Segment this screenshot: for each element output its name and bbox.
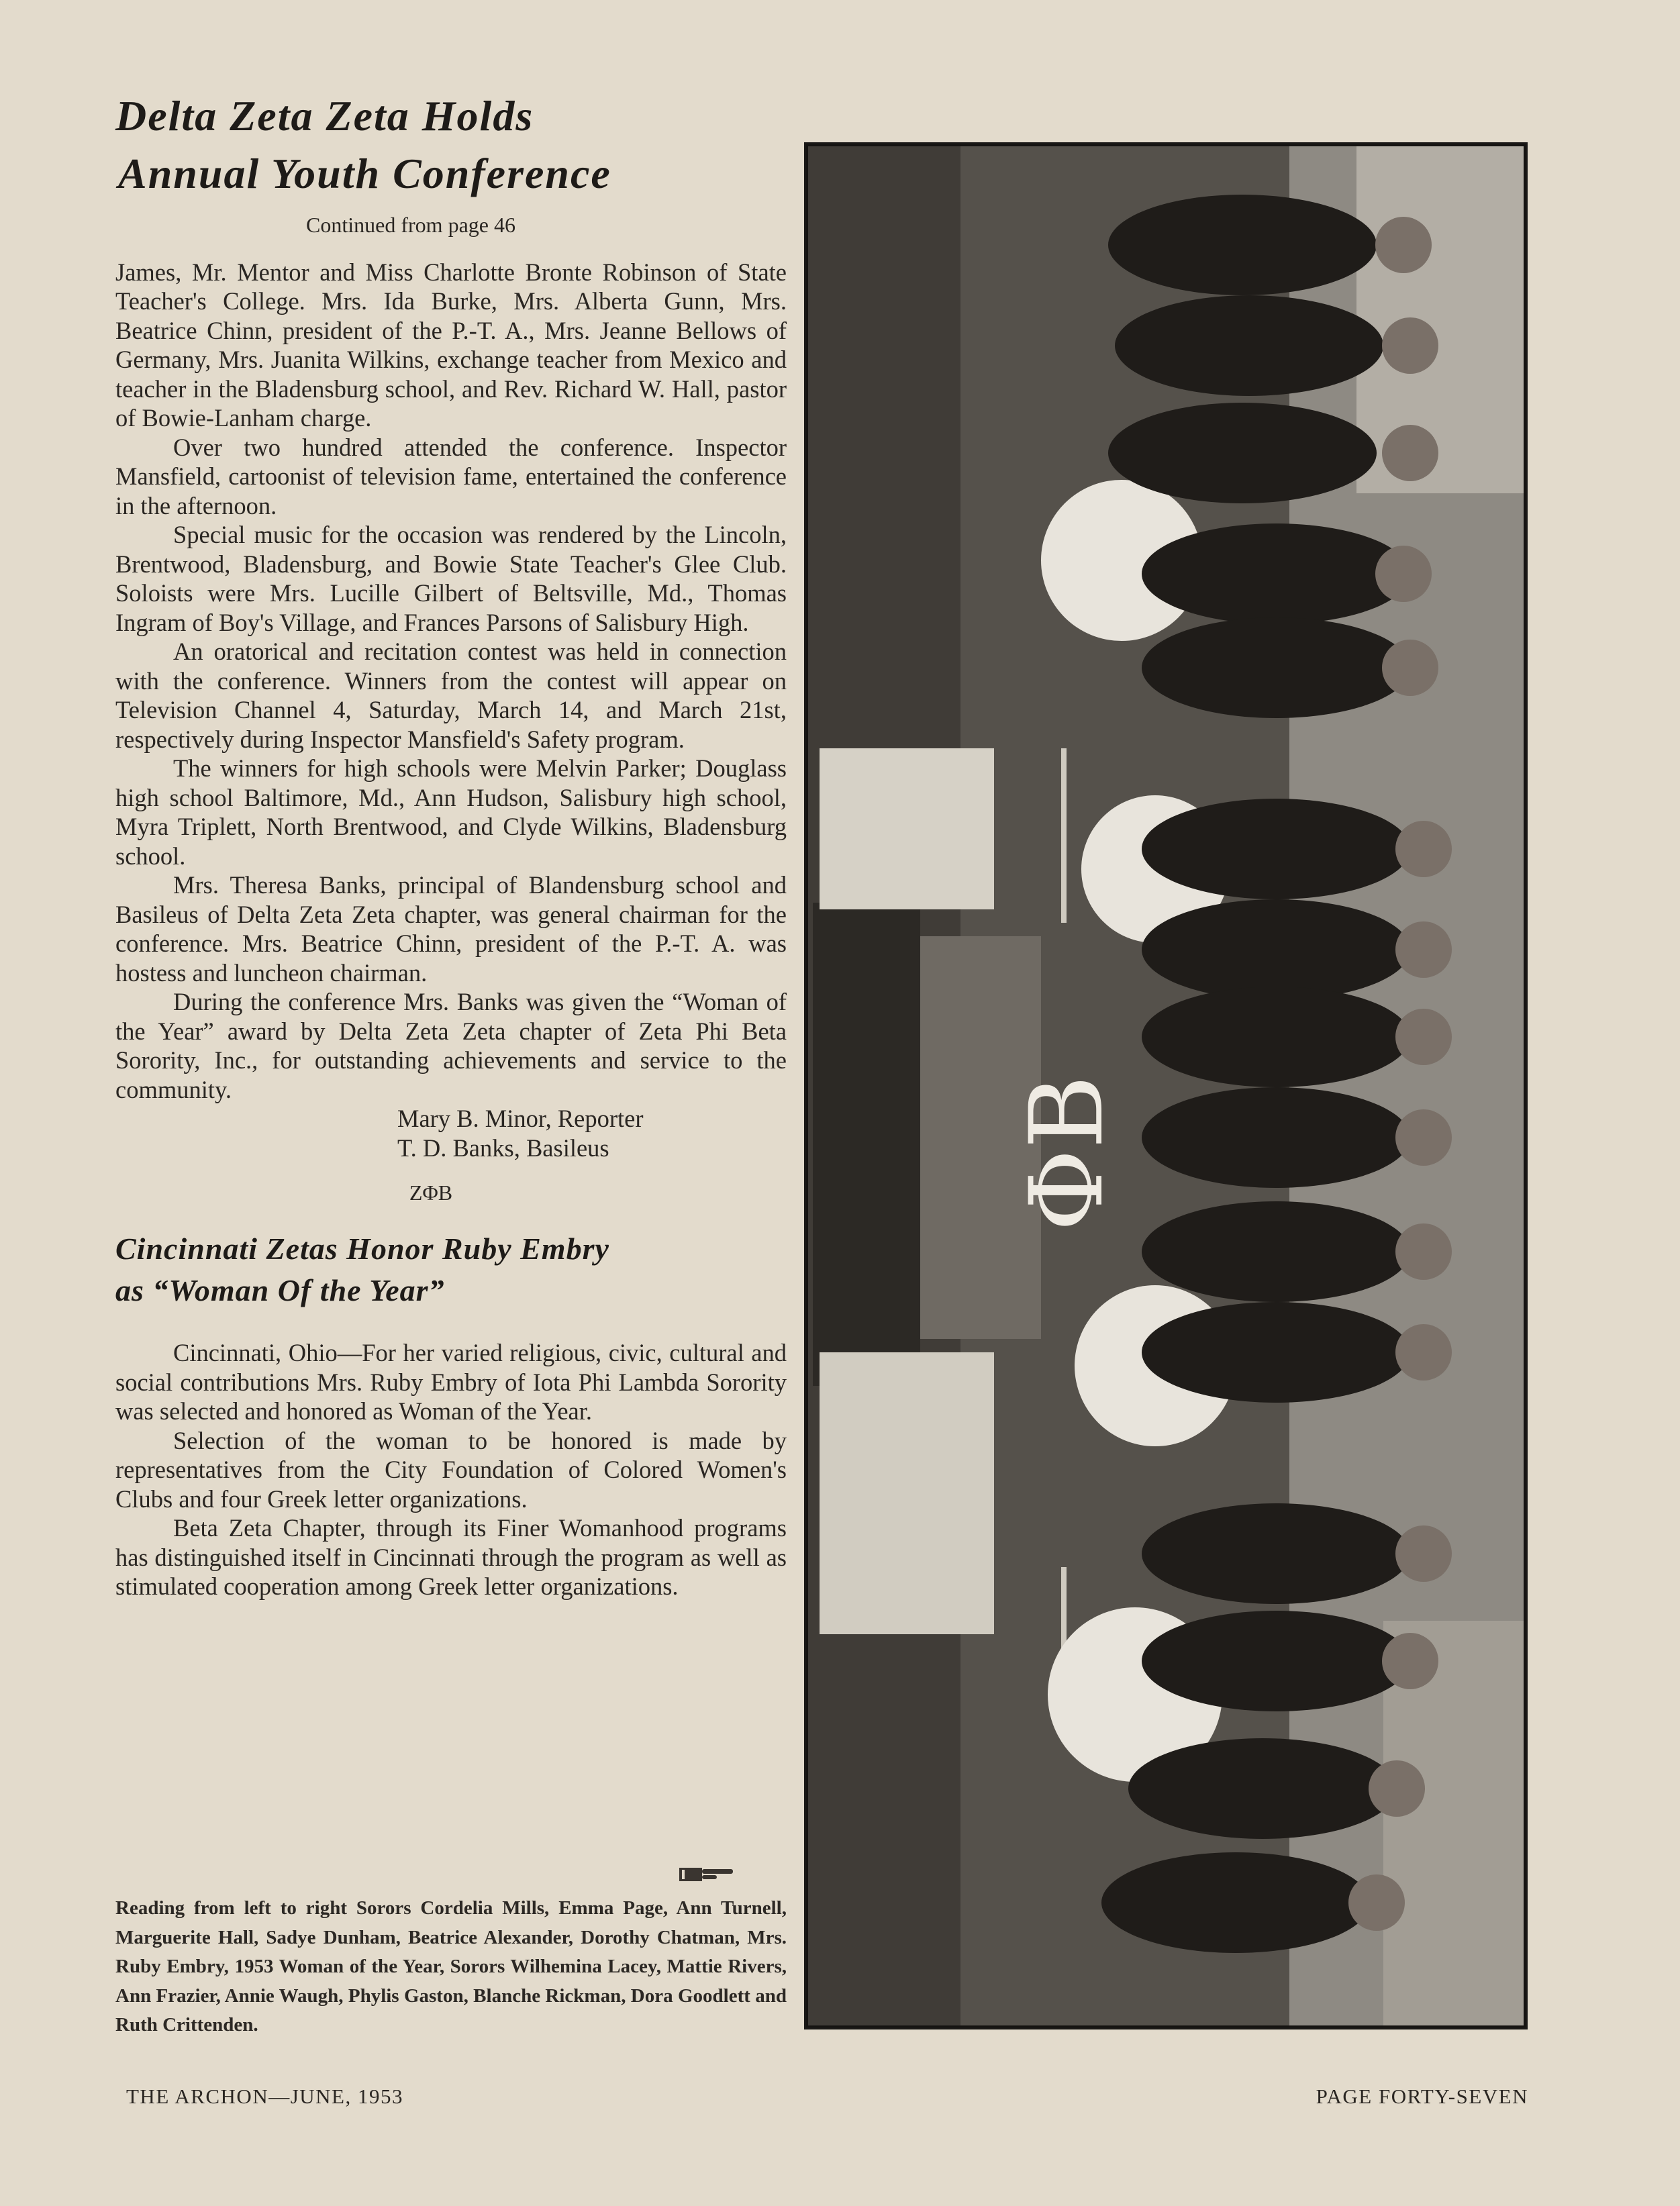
- basileus-signature: T. D. Banks, Basileus: [397, 1134, 609, 1162]
- article1-paragraph: During the conference Mrs. Banks was given the “Woman of the Year” award by Delta Zeta Zeta chapter of Zeta Phi Beta Sorority, Inc., for outstanding achievements and service to the community.: [115, 988, 787, 1103]
- continued-note: Continued from page 46: [306, 212, 515, 237]
- article1-headline-line2: Annual Youth Conference: [118, 150, 611, 198]
- footer-publication: THE ARCHON—JUNE, 1953: [126, 2085, 403, 2108]
- article1-headline-line1: Delta Zeta Zeta Holds: [115, 92, 534, 140]
- article2-body: [115, 1338, 787, 1601]
- article2-headline: [115, 1228, 787, 1311]
- article2-paragraph: Selection of the woman to be honored is made by representatives from the City Foundation of Colored Women's Clubs and four Greek letter organizations.: [115, 1426, 787, 1513]
- footer-page-number: PAGE FORTY-SEVEN: [1316, 2085, 1528, 2108]
- svg-text:ΦB: ΦB: [1009, 1074, 1126, 1232]
- section-divider: ZΦB: [409, 1181, 453, 1205]
- article2-headline-line1: Cincinnati Zetas Honor Ruby Embry: [115, 1232, 609, 1266]
- left-column: [115, 87, 787, 1601]
- article2-paragraph: Cincinnati, Ohio—For her varied religious, civic, cultural and social contributions Mrs. Ruby Embry of Iota Phi Lambda Sorority was selected and honored as Woman of the Year.: [115, 1339, 787, 1425]
- article2-paragraph: Beta Zeta Chapter, through its Finer Womanhood programs has distinguished itself in Cincinnati through the program as well as stimulated cooperation among Greek letter organizations.: [115, 1514, 787, 1601]
- article1-headline: [115, 87, 787, 203]
- article2-headline-line2: as “Woman Of the Year”: [115, 1273, 445, 1308]
- article1-paragraph: An oratorical and recitation contest was held in connection with the conference. Winners from the contest will appear on Television Channel 4, Saturday, March 14, and March 21st, respectively during Inspector Mansfield's Safety program.: [115, 638, 787, 753]
- article1-paragraph: Over two hundred attended the conference. Inspector Mansfield, cartoonist of television fame, entertained the conference in the afternoon.: [115, 433, 787, 519]
- article1-body: [115, 258, 787, 1105]
- signature-block: [397, 1104, 787, 1163]
- article1-paragraph: Special music for the occasion was rendered by the Lincoln, Brentwood, Bladensburg, and Bowie State Teacher's Glee Club. Soloists were Mrs. Lucille Gilbert of Beltsville, Md., Thomas Ingram of Boy's Village, and Frances Parsons of Salisbury High.: [115, 521, 787, 636]
- reporter-signature: Mary B. Minor, Reporter: [397, 1105, 644, 1133]
- group-photo: [804, 142, 1528, 2029]
- article1-paragraph: The winners for high schools were Melvin Parker; Douglass high school Baltimore, Md., Ann Hudson, Salisbury high school, Myra Triplett, North Brentwood, and Clyde Wilkins, Bladensburg school.: [115, 754, 787, 870]
- pointing-hand-icon: [678, 1862, 738, 1885]
- photo-caption: Reading from left to right Sorors Cordelia Mills, Emma Page, Ann Turnell, Marguerite Hall, Sadye Dunham, Beatrice Alexander, Dorothy Chatman, Mrs. Ruby Embry, 1953 Woman of the Year, Sorors Wilhemina Lacey, Mattie Rivers, Ann Frazier, Annie Waugh, Phylis Gaston, Blanche Rickman, Dora Goodlett and Ruth Crittenden.: [115, 1897, 787, 2036]
- article1-paragraph: Mrs. Theresa Banks, principal of Blandensburg school and Basileus of Delta Zeta Zeta chapter, was general chairman for the conference. Mrs. Beatrice Chinn, president of the P.-T. A. was hostess and luncheon chairman.: [115, 871, 787, 987]
- article1-paragraph: James, Mr. Mentor and Miss Charlotte Bronte Robinson of State Teacher's College. Mrs. Ida Burke, Mrs. Alberta Gunn, Mrs. Beatrice Chinn, president of the P.-T. A., Mrs. Jeanne Bellows of Germany, Mrs. Juanita Wilkins, exchange teacher from Mexico and teacher in the Bladensburg school, and Rev. Richard W. Hall, pastor of Bowie-Lanham charge.: [115, 258, 787, 432]
